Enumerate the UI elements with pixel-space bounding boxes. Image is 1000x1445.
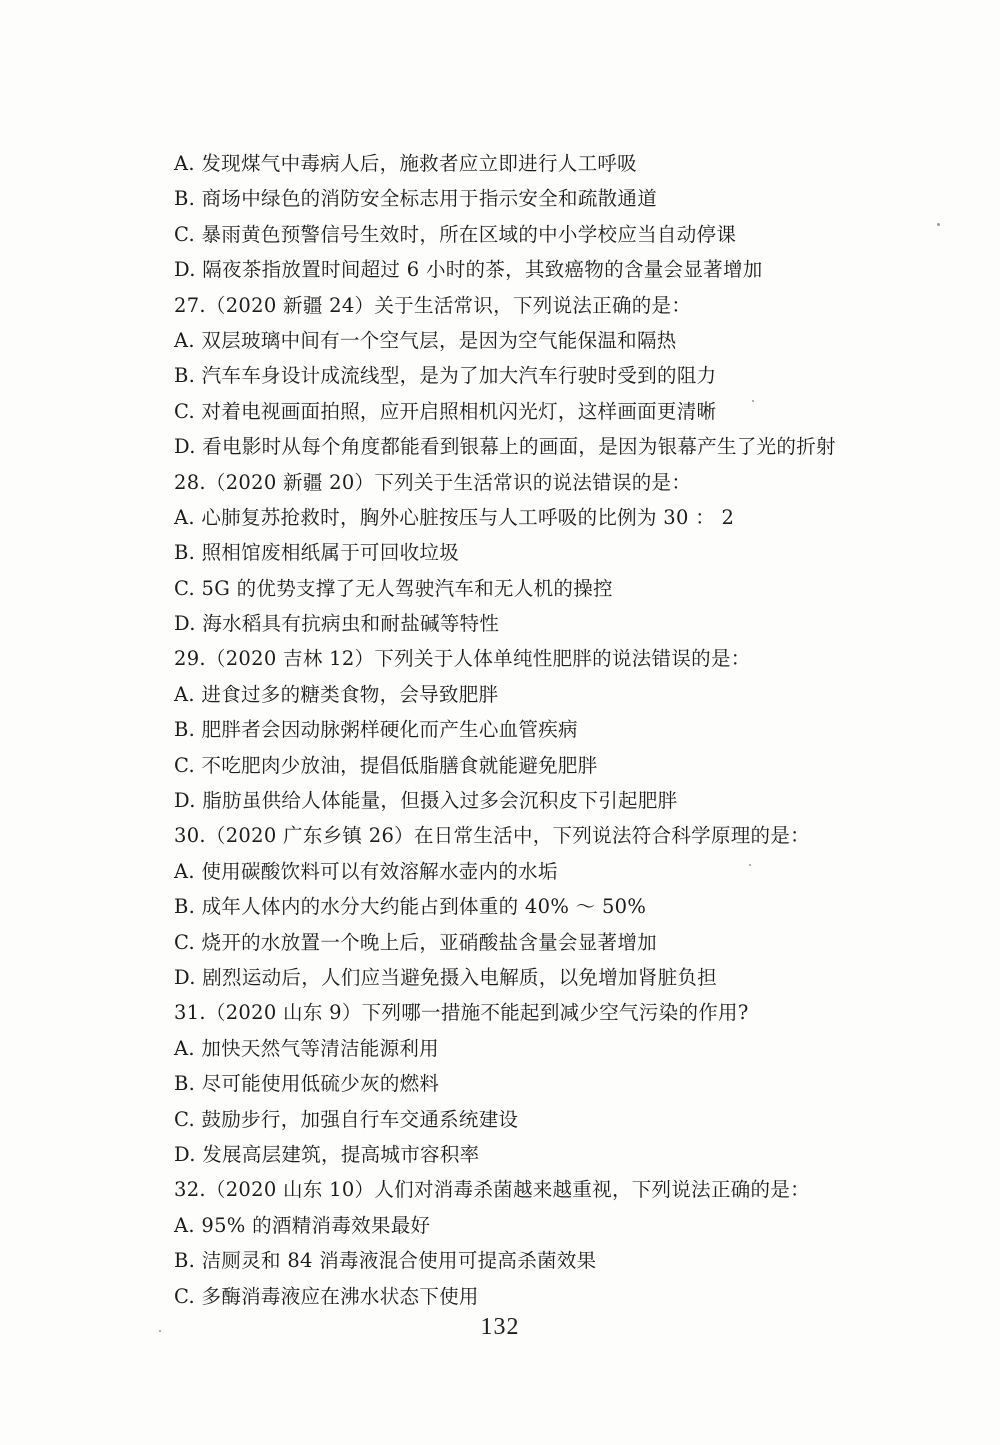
question-stem-27: 27.（2020 新疆 24）关于生活常识，下列说法正确的是： (174, 293, 692, 317)
option-line: A. 发现煤气中毒病人后，施救者应立即进行人工呼吸 (174, 152, 637, 175)
option-line: D. 发展高层建筑，提高城市容积率 (174, 1142, 480, 1166)
option-line: C. 对着电视画面拍照，应开启照相机闪光灯，这样画面更清晰 (174, 399, 717, 423)
option-line: D. 剧烈运动后，人们应当避免摄入电解质，以免增加肾脏负担 (174, 965, 718, 989)
option-line: A. 95% 的酒精消毒效果最好 (174, 1213, 431, 1237)
option-line: A. 心肺复苏抢救时，胸外心脏按压与人工呼吸的比例为 30 ： 2 (174, 505, 735, 529)
option-line: A. 进食过多的糖类食物，会导致肥胖 (174, 682, 499, 706)
scan-speck (937, 223, 940, 226)
question-stem-29: 29.（2020 吉林 12）下列关于人体单纯性肥胖的说法错误的是： (174, 647, 751, 671)
question-stem-28: 28.（2020 新疆 20）下列关于生活常识的说法错误的是： (174, 470, 692, 494)
option-line: C. 烧开的水放置一个晚上后，亚硝酸盐含量会显著增加 (174, 930, 657, 954)
option-line: A. 加快天然气等清洁能源利用 (174, 1036, 439, 1060)
option-line: B. 肥胖者会因动脉粥样硬化而产生心血管疾病 (174, 718, 578, 742)
question-stem-32: 32.（2020 山东 10）人们对消毒杀菌越来越重视，下列说法正确的是： (174, 1178, 810, 1202)
option-line: A. 使用碳酸饮料可以有效溶解水壶内的水垢 (174, 859, 558, 883)
question-text-block (174, 146, 874, 1314)
question-stem-30: 30.（2020 广东乡镇 26）在日常生活中，下列说法符合科学原理的是： (174, 824, 810, 848)
option-line: D. 看电影时从每个角度都能看到银幕上的画面，是因为银幕产生了光的折射 (174, 435, 836, 459)
option-line: A. 双层玻璃中间有一个空气层，是因为空气能保温和隔热 (174, 328, 677, 352)
option-line: C. 5G 的优势支撑了无人驾驶汽车和无人机的操控 (174, 576, 613, 600)
option-line: B. 成年人体内的水分大约能占到体重的 40% ～ 50% (174, 895, 647, 919)
page-number: 132 (480, 1314, 520, 1340)
option-line: B. 汽车车身设计成流线型，是为了加大汽车行驶时受到的阻力 (174, 364, 717, 388)
option-line: C. 暴雨黄色预警信号生效时，所在区域的中小学校应当自动停课 (174, 222, 737, 246)
option-line: B. 商场中绿色的消防安全标志用于指示安全和疏散通道 (174, 187, 658, 211)
option-line: B. 洁厕灵和 84 消毒液混合使用可提高杀菌效果 (174, 1249, 597, 1273)
question-stem-31: 31.（2020 山东 9）下列哪一措施不能起到减少空气污染的作用? (174, 1001, 749, 1025)
option-line: D. 隔夜茶指放置时间超过 6 小时的茶，其致癌物的含量会显著增加 (174, 258, 763, 282)
option-line: D. 脂肪虽供给人体能量，但摄入过多会沉积皮下引起肥胖 (174, 789, 678, 813)
option-line: C. 不吃肥肉少放油，提倡低脂膳食就能避免肥胖 (174, 753, 598, 777)
option-line: C. 多酶消毒液应在沸水状态下使用 (174, 1284, 479, 1308)
option-line: B. 尽可能使用低硫少灰的燃料 (174, 1072, 440, 1096)
option-line: B. 照相馆废相纸属于可回收垃圾 (174, 541, 460, 565)
option-line: C. 鼓励步行，加强自行车交通系统建设 (174, 1107, 519, 1131)
option-line: D. 海水稻具有抗病虫和耐盐碱等特性 (174, 612, 500, 636)
